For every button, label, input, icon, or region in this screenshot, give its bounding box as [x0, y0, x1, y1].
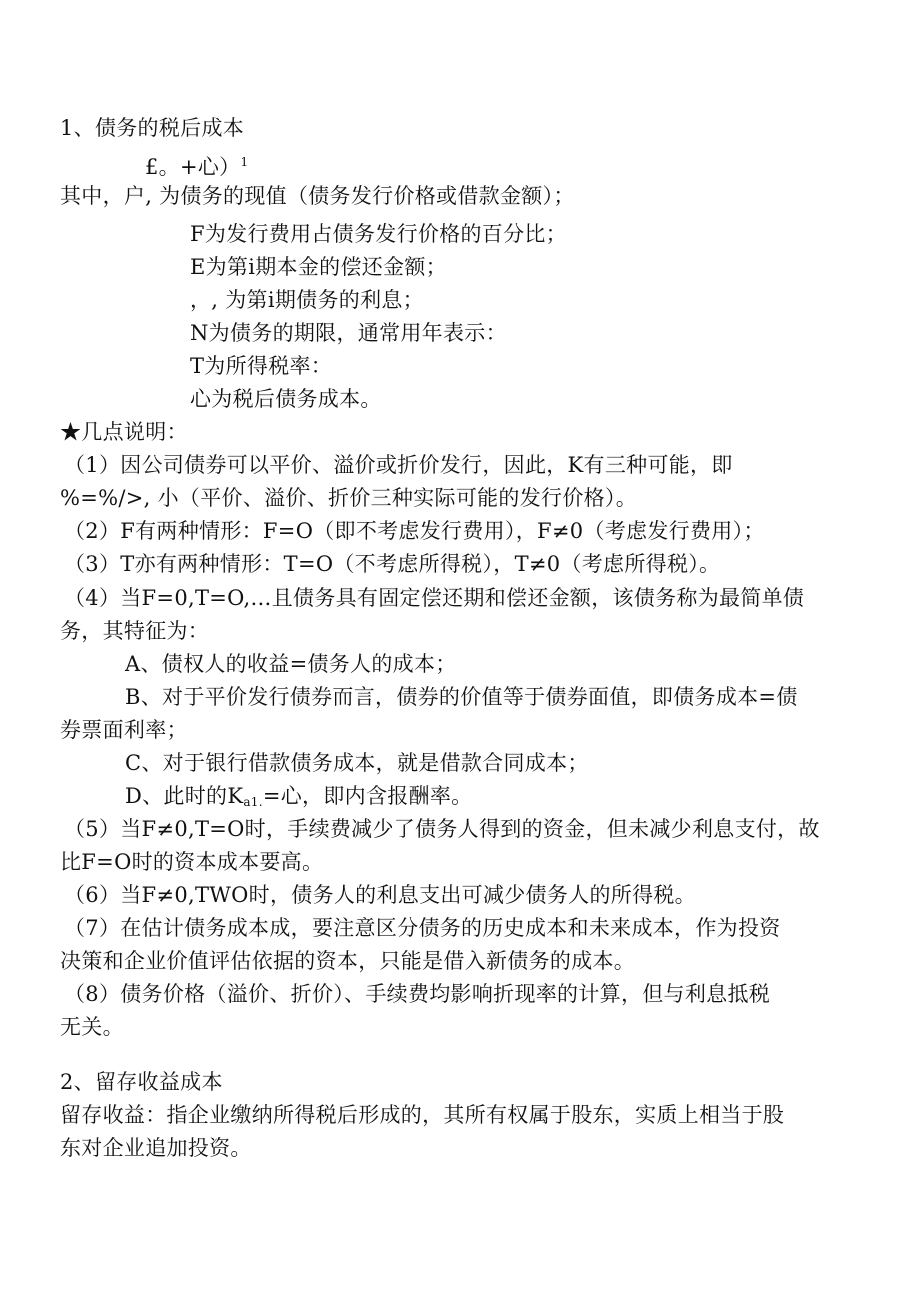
sub-item-d-post: =心，即内含报酬率。	[262, 784, 473, 808]
section2-body-line-1: 留存收益：指企业缴纳所得税后形成的，其所有权属于股东，实质上相当于股	[60, 1103, 785, 1127]
formula	[145, 148, 248, 181]
definition-t: T为所得税率：	[190, 354, 333, 378]
definition-e: E为第i期本金的偿还金额；	[190, 255, 447, 279]
definition-kd: 心为税后债务成本。	[190, 387, 382, 411]
definitions-intro: 其中，户, 为债务的现值（债务发行价格或借款金额）；	[60, 184, 575, 208]
section1-heading: 1、债务的税后成本	[60, 116, 245, 140]
sub-item-d-subscript: a1.	[243, 795, 263, 809]
note-4-line-2: 务，其特征为：	[60, 619, 210, 643]
definition-n: N为债务的期限，通常用年表示：	[190, 321, 507, 345]
sub-item-c: C、对于银行借款债务成本，就是借款合同成本；	[125, 751, 589, 775]
formula-superscript: 1	[240, 155, 249, 169]
note-8-line-1: （8）债务价格（溢价、折价）、手续费均影响折现率的计算，但与利息抵税	[64, 982, 771, 1006]
sub-item-a: A、债权人的收益=债务人的成本；	[125, 652, 457, 676]
section2-body-line-2: 东对企业追加投资。	[60, 1136, 252, 1160]
notes-title: ★几点说明：	[60, 420, 188, 444]
note-6: （6）当F≠0,TWO时，债务人的利息支出可减少债务人的所得税。	[64, 883, 696, 907]
sub-item-d-pre: D、此时的K	[125, 784, 244, 808]
sub-item-b-line-2: 券票面利率；	[60, 718, 188, 742]
note-5-line-2: 比F=O时的资本成本要高。	[60, 850, 324, 874]
note-2: （2）F有两种情形：F=O（即不考虑发行费用），F≠0（考虑发行费用）；	[64, 519, 765, 543]
section2-heading: 2、留存收益成本	[60, 1070, 223, 1094]
definition-f: F为发行费用占债务发行价格的百分比；	[190, 222, 567, 246]
note-3: （3）T亦有两种情形：T=O（不考虑所得税），T≠0（考虑所得税）。	[64, 552, 721, 576]
sub-item-b-line-1: B、对于平价发行债券而言，债券的价值等于债券面值，即债务成本=债	[125, 685, 798, 709]
note-1-line-1: （1）因公司债券可以平价、溢价或折价发行，因此，K有三种可能，即	[64, 453, 733, 477]
formula-text: £。+心）	[145, 155, 241, 179]
note-4-line-1: （4）当F=0,T=O,…且债务具有固定偿还期和偿还金额，该债务称为最简单债	[64, 586, 805, 610]
note-7-line-2: 决策和企业价值评估依据的资本，只能是借入新债务的成本。	[60, 949, 636, 973]
definition-interest: ，, 为第i期债务的利息；	[190, 288, 424, 312]
note-8-line-2: 无关。	[60, 1015, 124, 1039]
note-7-line-1: （7）在估计债务成本成，要注意区分债务的历史成本和未来成本，作为投资	[64, 916, 781, 940]
note-5-line-1: （5）当F≠0,T=O时，手续费减少了债务人得到的资金，但未减少利息支付，故	[64, 817, 820, 841]
sub-item-d	[125, 782, 472, 816]
note-1-line-2: %=%/>, 小（平价、溢价、折价三种实际可能的发行价格）。	[60, 486, 638, 510]
